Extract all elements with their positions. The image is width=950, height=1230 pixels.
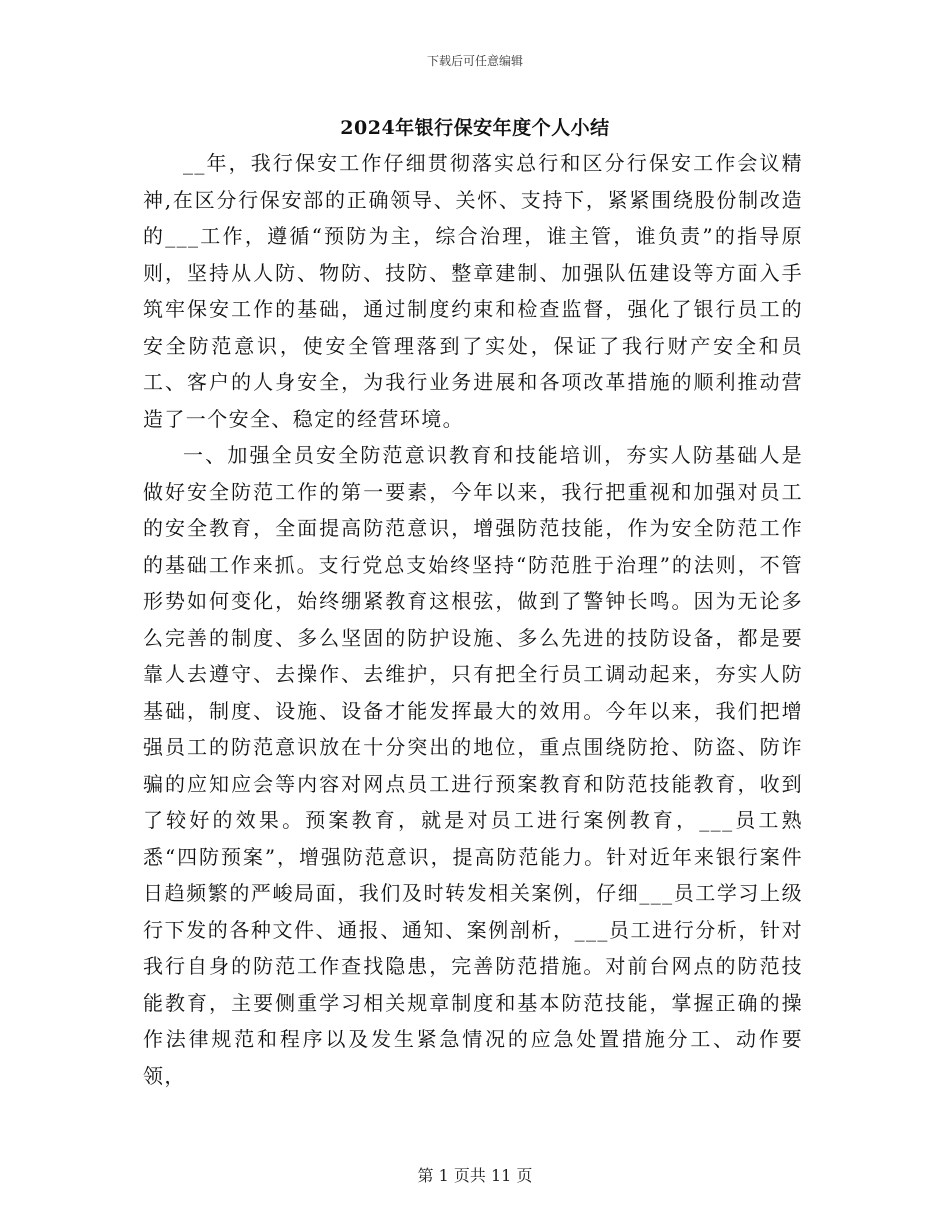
paragraph-section-one: 一、加强全员安全防范意识教育和技能培训，夯实人防基础人是做好安全防范工作的第一要素，今年以来，我行把重视和加强对员工的安全教育，全面提高防范意识，增强防范技能，作为安全防范工作的基础工作来抓。支行党总支始终坚持“防范胜于治理”的法则，不管形势如何变化，始终绷紧教育这根弦，做到了警钟长鸣。因为无论多么完善的制度、多么坚固的防护设施、多么先进的技防设备，都是要靠人去遵守、去操作、去维护，只有把全行员工调动起来，夯实人防基础，制度、设施、设备才能发挥最大的效用。今年以来，我们把增强员工的防范意识放在十分突出的地位，重点围绕防抢、防盗、防诈骗的应知应会等内容对网点员工进行预案教育和防范技能教育，收到了较好的效果。预案教育，就是对员工进行案例教育，___员工熟悉“四防预案”，增强防范意识，提高防范能力。针对近年来银行案件日趋频繁的严峻局面，我们及时转发相关案例，仔细___员工学习上级行下发的各种文件、通报、通知、案例剖析，___员工进行分析，针对我行自身的防范工作查找隐患，完善防范措施。对前台网点的防范技能教育，主要侧重学习相关规章制度和基本防范技能，掌握正确的操作法律规范和程序以及发生紧急情况的应急处置措施分工、动作要领，	[143, 443, 803, 1088]
document-title: 2024年银行保安年度个人小结	[340, 117, 610, 139]
page-header-note: 下载后可任意编辑	[426, 54, 523, 68]
page-number: 第 1 页共 11 页	[417, 1166, 533, 1185]
paragraph-intro: __年，我行保安工作仔细贯彻落实总行和区分行保安工作会议精神,在区分行保安部的正确领导、关怀、支持下，紧紧围绕股份制改造的___工作，遵循“预防为主，综合治理，谁主管，谁负责”的指导原则，坚持从人防、物防、技防、整章建制、加强队伍建设等方面入手筑牢保安工作的基础，通过制度约束和检查监督，强化了银行员工的安全防范意识，使安全管理落到了实处，保证了我行财产安全和员工、客户的人身安全，为我行业务进展和各项改革措施的顺利推动营造了一个安全、稳定的经营环境。	[143, 151, 803, 431]
document-body	[143, 145, 803, 1094]
